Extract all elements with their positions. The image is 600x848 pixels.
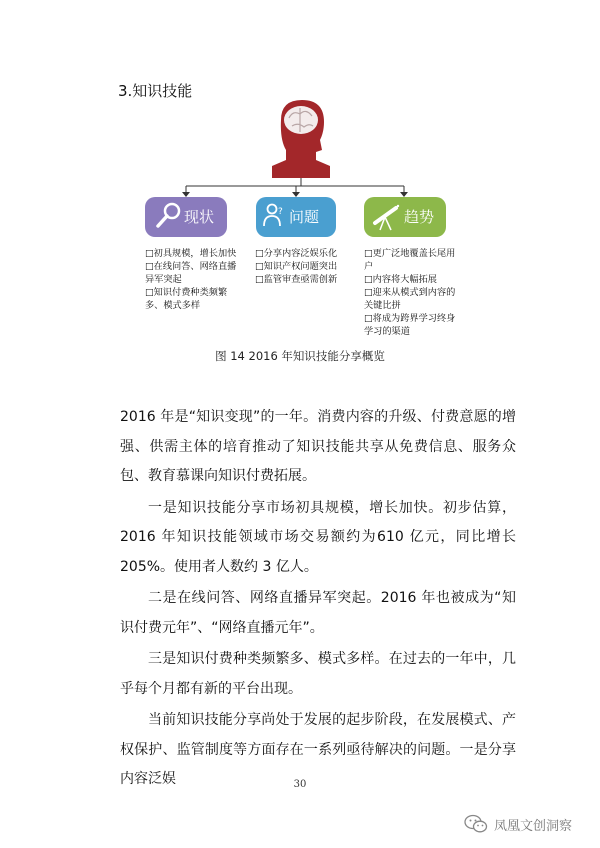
status-bullet: 多、模式多样 [145,300,201,311]
status-box [145,197,227,237]
trend-box-label: 趋势 [404,208,435,226]
paragraph: 一是知识技能分享市场初具规模，增长加快。初步估算，2016 年知识技能领域市场交易额约为610 亿元，同比增长205%。使用者人数约 3 亿人。 [120,499,516,575]
status-box-label: 现状 [184,208,215,226]
trend-bullet: □迎来从模式到内容的 [364,287,456,298]
problem-bullet: □监管审查亟需创新 [255,274,338,285]
trend-bullet: □内容将大幅拓展 [364,274,437,285]
trend-bullet: □更广泛地覆盖长尾用 [364,248,456,259]
watermark-text: 凤凰文创洞察 [493,818,572,834]
paragraph: 三是知识付费种类频繁多、模式多样。在过去的一年中，几乎每个月都有新的平台出现。 [120,651,516,697]
paragraph: 二是在线问答、网络直播异军突起。2016 年也被成为“知识付费元年”、“网络直播元年”。 [120,590,516,636]
status-bullet: □知识付费种类频繁 [145,287,228,298]
watermark [464,814,572,834]
status-bullet: □在线问答、网络直播 [145,261,237,272]
wechat-icon [464,814,488,834]
paragraph: 当前知识技能分享尚处于发展的起步阶段，在发展模式、产权保护、监管制度等方面存在一系列亟待解决的问题。一是分享内容泛娱 [120,712,516,787]
problem-box-label: 问题 [289,208,320,226]
svg-text:?: ? [278,207,283,217]
status-bullet: 异军突起 [145,274,182,285]
trend-bullet: 学习的渠道 [364,326,410,337]
section-title: 3.知识技能 [118,82,193,100]
brain-head-icon [272,100,330,178]
paragraph: 2016 年是“知识变现”的一年。消费内容的升级、付费意愿的增强、供需主体的培育推动了知识技能共享从免费信息、服务众包、教育慕课向知识付费拓展。 [120,409,516,484]
trend-bullet: □将成为跨界学习终身 [364,313,456,324]
trend-bullet: 关键比拼 [364,300,401,311]
page-number: 30 [293,779,307,790]
problem-bullet: □知识产权问题突出 [255,261,338,272]
problem-box [256,197,336,237]
trend-bullet: 户 [364,261,374,272]
trend-box [364,197,446,237]
diagram-connectors [186,178,404,193]
problem-bullet: □分享内容泛娱乐化 [255,248,338,259]
figure-caption: 图 14 2016 年知识技能分享概览 [215,349,385,363]
body-text [120,403,516,795]
connector-arrows [182,192,408,197]
status-bullet: □初具规模，增长加快 [145,248,237,259]
knowledge-skill-diagram [0,0,600,345]
